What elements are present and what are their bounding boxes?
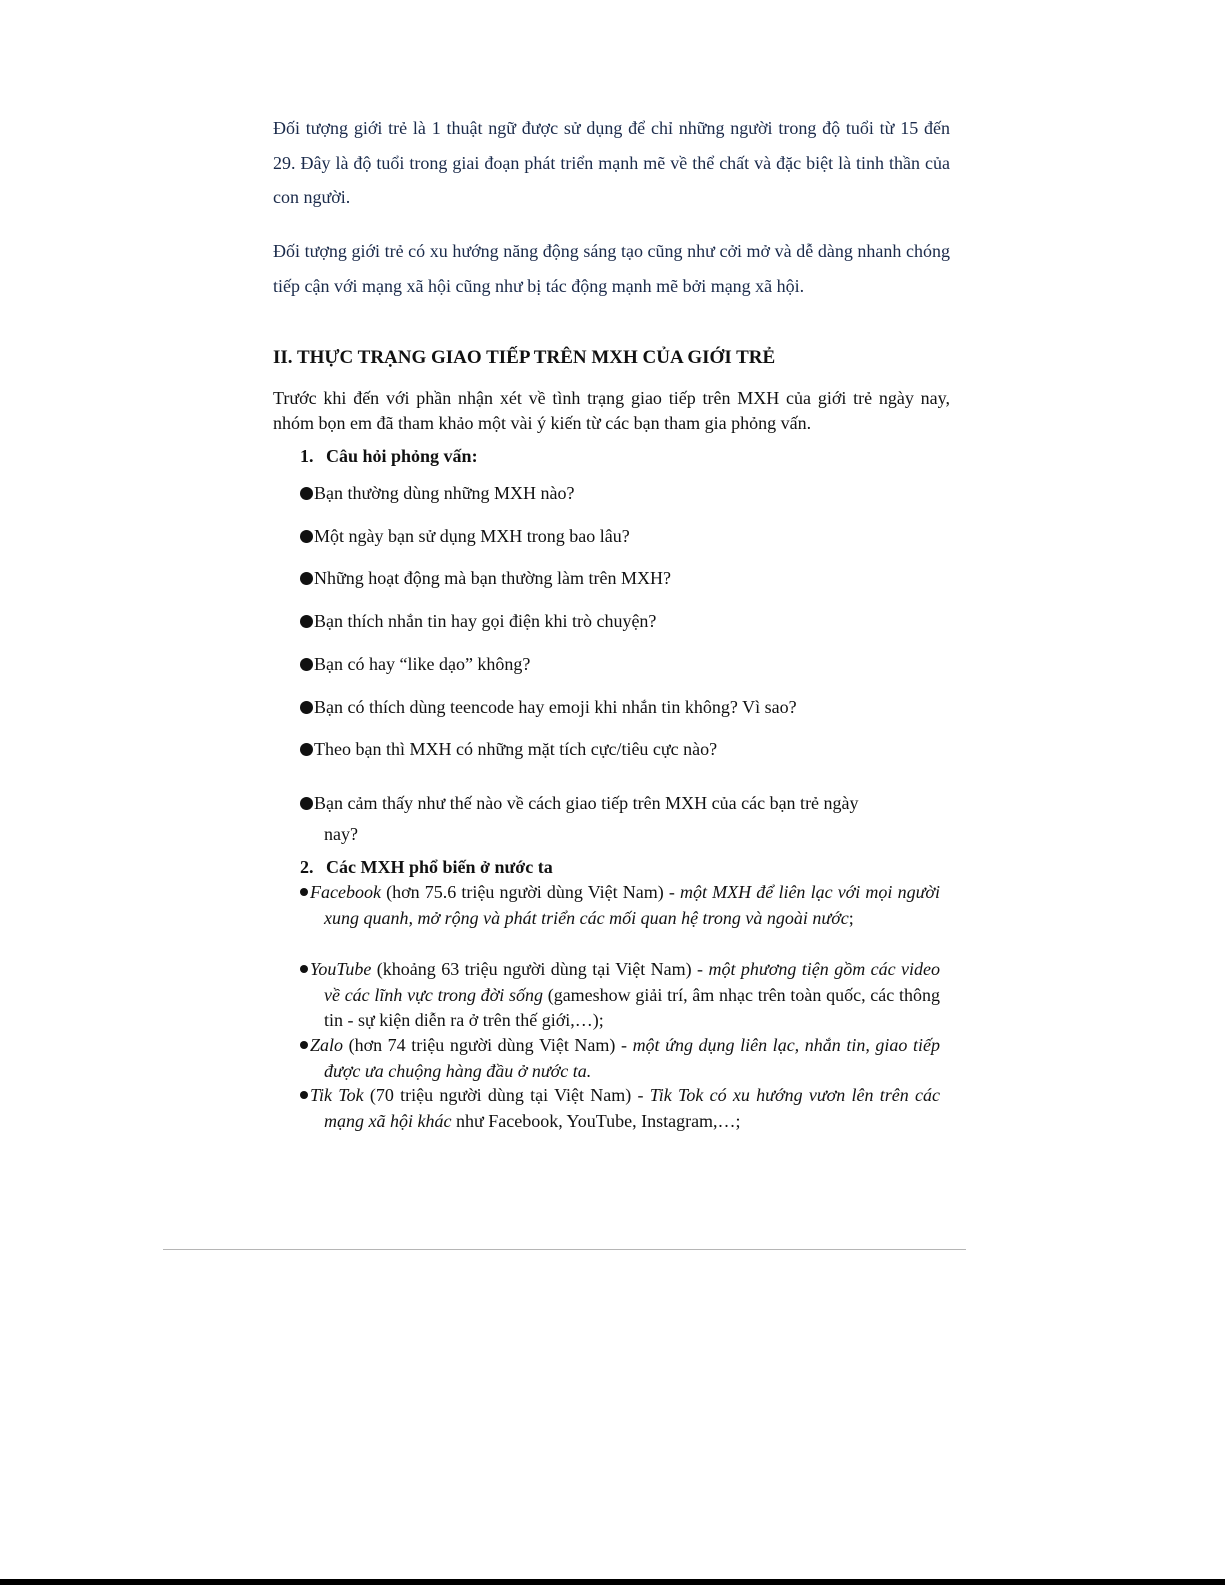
bullet-icon	[300, 888, 308, 896]
network-item-tiktok: Tik Tok (70 triệu người dùng tại Việt Nam) - Tik Tok có xu hướng vươn lên trên các mạng xã hội khác như Facebook, YouTube, Instagram,…;	[300, 1083, 940, 1134]
bullet-icon	[300, 615, 313, 628]
networks-number: 2.	[300, 857, 314, 877]
interview-question: Bạn có thích dùng teencode hay emoji khi nhắn tin không? Vì sao?	[300, 692, 940, 722]
network-item-zalo: Zalo (hơn 74 triệu người dùng Việt Nam) - một ứng dụng liên lạc, nhắn tin, giao tiếp được ưa chuộng hàng đầu ở nước ta.	[300, 1033, 940, 1084]
interview-question: Theo bạn thì MXH có những mặt tích cực/tiêu cực nào?	[300, 734, 940, 764]
interview-number: 1.	[300, 446, 314, 466]
section-lead-paragraph: Trước khi đến với phần nhận xét về tình trạng giao tiếp trên MXH của giới trẻ ngày nay, nhóm bọn em đã tham khảo một vài ý kiến từ các bạn tham gia phỏng vấn.	[273, 388, 950, 433]
section-heading: II. THỰC TRẠNG GIAO TIẾP TRÊN MXH CỦA GIỚI TRẺ	[273, 347, 776, 368]
network-item-facebook: Facebook (hơn 75.6 triệu người dùng Việt Nam) - một MXH để liên lạc với mọi người xung quanh, mở rộng và phát triển các mối quan hệ trong và ngoài nước;	[300, 880, 940, 931]
interview-subheading	[300, 446, 478, 467]
interview-question-last: Bạn cảm thấy như thế nào về cách giao tiếp trên MXH của các bạn trẻ ngày nay?	[300, 788, 940, 850]
bottom-edge-bar	[0, 1579, 1225, 1585]
bullet-icon	[300, 965, 308, 973]
networks-subheading	[300, 857, 553, 878]
network-item-youtube: YouTube (khoảng 63 triệu người dùng tại Việt Nam) - một phương tiện gồm các video về các lĩnh vực trong đời sống (gameshow giải trí, âm nhạc trên toàn quốc, các thông tin - sự kiện diễn ra ở trên thế giới,…);	[300, 957, 940, 1034]
page-divider	[163, 1249, 966, 1250]
bullet-icon	[300, 487, 313, 500]
interview-question: Bạn thường dùng những MXH nào?	[300, 478, 940, 508]
interview-question: Những hoạt động mà bạn thường làm trên MXH?	[300, 563, 940, 593]
bullet-icon	[300, 530, 313, 543]
bullet-icon	[300, 1091, 308, 1099]
bullet-icon	[300, 658, 313, 671]
bullet-icon	[300, 572, 313, 585]
bullet-icon	[300, 701, 313, 714]
bullet-icon	[300, 743, 313, 756]
intro-paragraph-2: Đối tượng giới trẻ có xu hướng năng động sáng tạo cũng như cởi mở và dễ dàng nhanh chóng tiếp cận với mạng xã hội cũng như bị tác động mạnh mẽ bởi mạng xã hội.	[273, 241, 950, 296]
interview-title: Câu hỏi phỏng vấn:	[326, 446, 478, 466]
bullet-icon	[300, 1041, 308, 1049]
interview-question: Bạn thích nhắn tin hay gọi điện khi trò chuyện?	[300, 606, 940, 636]
interview-question: Bạn có hay “like dạo” không?	[300, 649, 940, 679]
networks-title: Các MXH phổ biến ở nước ta	[326, 857, 553, 877]
bullet-icon	[300, 797, 313, 810]
interview-question: Một ngày bạn sử dụng MXH trong bao lâu?	[300, 521, 940, 551]
intro-paragraph-1: Đối tượng giới trẻ là 1 thuật ngữ được sử dụng để chỉ những người trong độ tuổi từ 15 đến 29. Đây là độ tuổi trong giai đoạn phát triển mạnh mẽ về thể chất và đặc biệt là tinh thần của con người.	[273, 118, 950, 207]
